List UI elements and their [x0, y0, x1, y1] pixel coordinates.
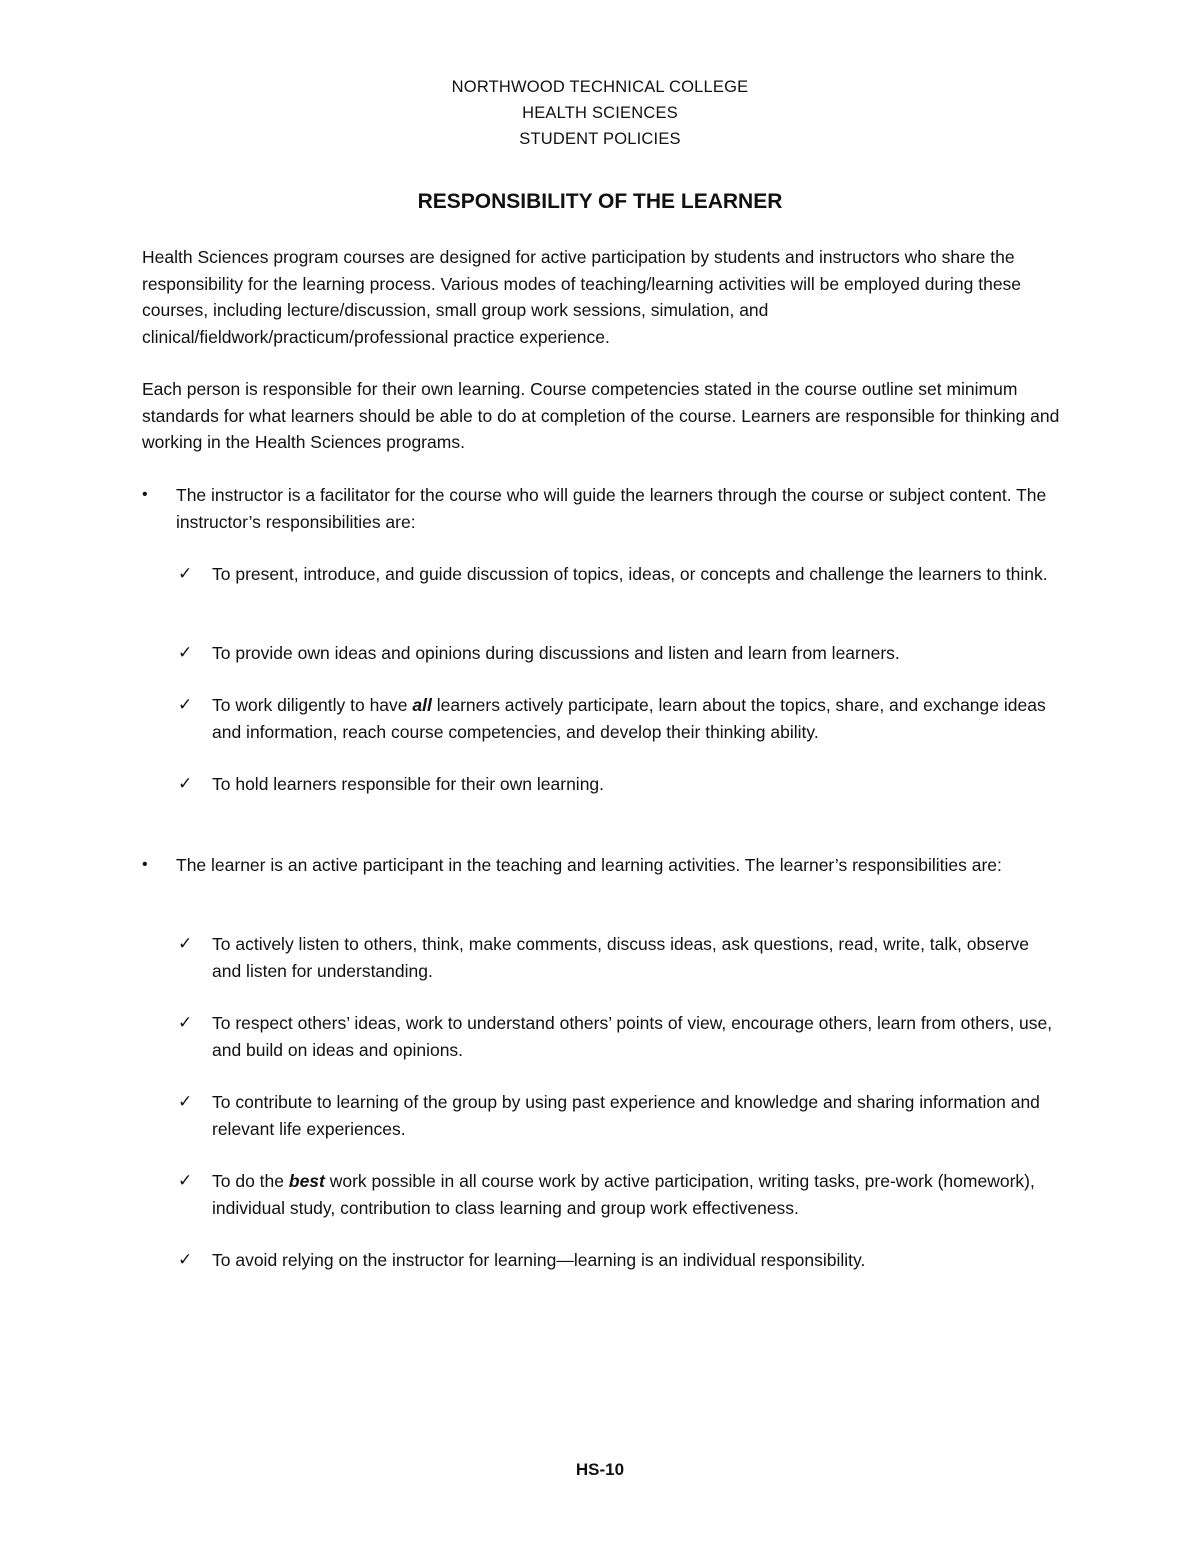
learner-bullet-text: The learner is an active participant in the teaching and learning activities. The learner’s responsibilities are: [176, 855, 1002, 875]
instructor-item-text: To present, introduce, and guide discussion of topics, ideas, or concepts and challenge the learners to think. [212, 564, 1048, 584]
responsibility-paragraph: Each person is responsible for their own learning. Course competencies stated in the course outline set minimum standards for what learners should be able to do at completion of the course. Learners are responsible for thinking and working in the Health Sciences programs. [142, 379, 1060, 452]
checkmark-icon: ✓ [178, 934, 193, 954]
instructor-item-text [212, 692, 1062, 745]
item-text-start: To work diligently to have [212, 695, 413, 715]
item-text-end: work possible in all course work by active participation, writing tasks, pre-work (homework), individual study, contribution to class learning and group work effectiveness. [212, 1171, 1035, 1218]
emphasized-word: all [412, 695, 432, 715]
learner-item-text [212, 1168, 1062, 1221]
emphasized-word: best [288, 1171, 325, 1191]
document-category: STUDENT POLICIES [519, 130, 681, 148]
learner-item-text: To respect others’ ideas, work to understand others’ points of view, encourage others, learn from others, use, and build on ideas and opinions. [212, 1013, 1053, 1060]
item-text-end: learners actively participate, learn about the topics, share, and exchange ideas and information, reach course competencies, and develop their thinking ability. [212, 695, 1046, 742]
instructor-item-text: To hold learners responsible for their own learning. [212, 774, 605, 794]
checkmark-icon: ✓ [178, 695, 193, 715]
checkmark-icon: ✓ [178, 564, 193, 584]
learner-item-text: To avoid relying on the instructor for learning—learning is an individual responsibility. [212, 1250, 866, 1270]
department-name: HEALTH SCIENCES [522, 104, 678, 122]
intro-paragraph: Health Sciences program courses are designed for active participation by students and instructors who share the responsibility for the learning process. Various modes of teaching/learning activities will be employed during these courses, including lecture/discussion, small group work sessions, simulation, and clinical/fieldwork/practicum/professional practice experience. [142, 247, 1022, 347]
learner-item-text: To actively listen to others, think, make comments, discuss ideas, ask questions, read, write, talk, observe and listen for understanding. [212, 934, 1030, 981]
bullet-icon: • [142, 856, 148, 873]
checkmark-icon: ✓ [178, 1013, 193, 1033]
instructor-bullet-text: The instructor is a facilitator for the course who will guide the learners through the course or subject content. The instructor’s responsibilities are: [176, 485, 1047, 532]
learner-item-text: To contribute to learning of the group by using past experience and knowledge and sharing information and relevant life experiences. [212, 1092, 1040, 1139]
page-number: HS-10 [575, 1460, 625, 1479]
checkmark-icon: ✓ [178, 643, 193, 663]
page-title: RESPONSIBILITY OF THE LEARNER [417, 190, 783, 213]
item-text-start: To do the [212, 1171, 289, 1191]
college-name: NORTHWOOD TECHNICAL COLLEGE [451, 78, 749, 96]
bullet-icon: • [142, 486, 148, 503]
checkmark-icon: ✓ [178, 774, 193, 794]
checkmark-icon: ✓ [178, 1250, 193, 1270]
instructor-item-text: To provide own ideas and opinions during discussions and listen and learn from learners. [212, 643, 900, 663]
document-header [0, 74, 1200, 152]
checkmark-icon: ✓ [178, 1092, 193, 1112]
checkmark-icon: ✓ [178, 1171, 193, 1191]
